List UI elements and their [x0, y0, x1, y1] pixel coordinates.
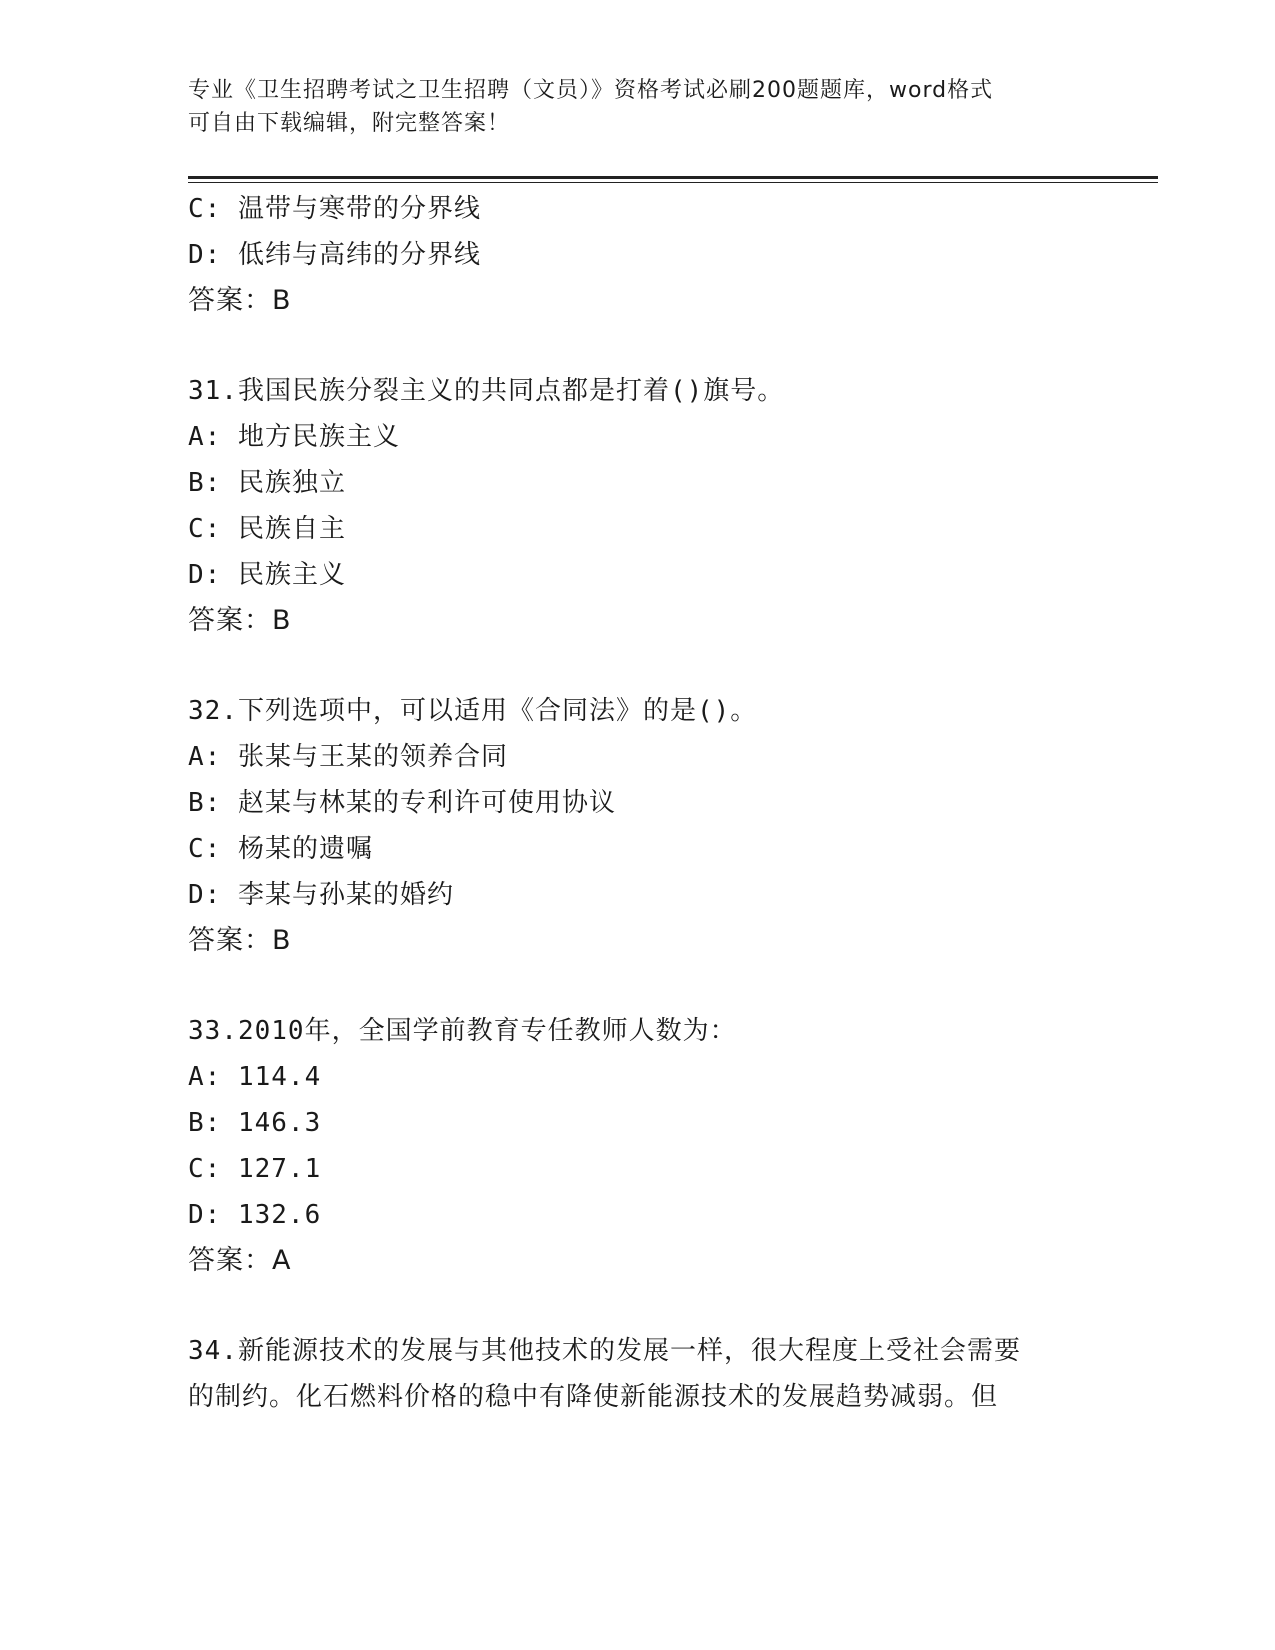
- question-text-line-2: 的制约。化石燃料价格的稳中有降使新能源技术的发展趋势减弱。但: [188, 1382, 999, 1412]
- question-text-line-1: 34.新能源技术的发展与其他技术的发展一样，很大程度上受社会需要: [188, 1336, 1021, 1366]
- answer: 答案：A: [188, 1245, 292, 1276]
- question-33: [188, 1008, 1088, 1284]
- question-30: [188, 186, 1088, 324]
- option-b: B: 146.3: [188, 1108, 322, 1138]
- option-a: A: 张某与王某的领养合同: [188, 742, 508, 772]
- option-d: D: 132.6: [188, 1200, 322, 1230]
- question-text: 32.下列选项中，可以适用《合同法》的是()。: [188, 696, 758, 726]
- answer: 答案：B: [188, 605, 292, 636]
- option-c: C: 民族自主: [188, 514, 346, 544]
- option-d: D: 李某与孙某的婚约: [188, 880, 454, 910]
- question-34: [188, 1328, 1088, 1420]
- document-header: [188, 74, 1068, 140]
- header-line-2: 可自由下载编辑，附完整答案！: [188, 111, 511, 136]
- question-31: [188, 368, 1088, 644]
- option-b: B: 民族独立: [188, 468, 346, 498]
- answer: 答案：B: [188, 285, 292, 316]
- question-text: 31.我国民族分裂主义的共同点都是打着()旗号。: [188, 376, 785, 406]
- answer: 答案：B: [188, 925, 292, 956]
- option-a: A: 114.4: [188, 1062, 322, 1092]
- option-c: C: 温带与寒带的分界线: [188, 194, 481, 224]
- option-c: C: 127.1: [188, 1154, 322, 1184]
- option-a: A: 地方民族主义: [188, 422, 400, 452]
- header-rule-thin: [188, 182, 1158, 183]
- option-d: D: 民族主义: [188, 560, 346, 590]
- question-32: [188, 688, 1088, 964]
- option-b: B: 赵某与林某的专利许可使用协议: [188, 788, 616, 818]
- option-c: C: 杨某的遗嘱: [188, 834, 373, 864]
- document-body: [188, 186, 1088, 1420]
- question-text: 33.2010年，全国学前教育专任教师人数为：: [188, 1016, 737, 1046]
- header-rule-thick: [188, 176, 1158, 179]
- header-line-1: 专业《卫生招聘考试之卫生招聘（文员）》资格考试必刷200题题库，word格式: [188, 78, 994, 103]
- option-d: D: 低纬与高纬的分界线: [188, 240, 481, 270]
